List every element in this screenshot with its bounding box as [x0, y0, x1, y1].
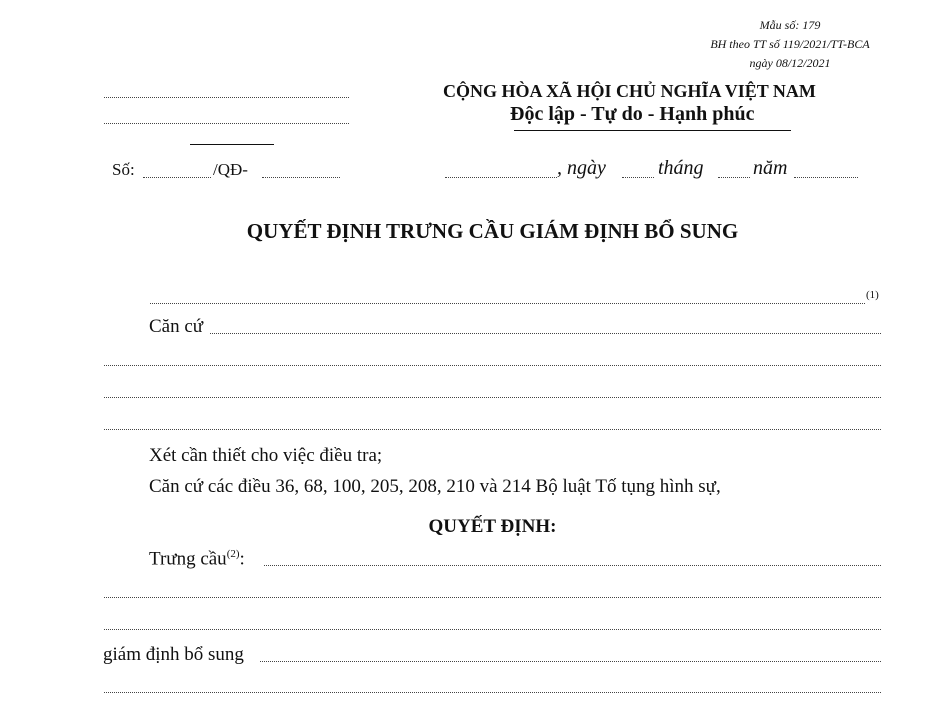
expert-field	[264, 565, 881, 566]
form-reference	[680, 16, 900, 73]
colon: :	[239, 548, 245, 570]
supplement-label: giám định bổ sung	[103, 644, 244, 665]
day-field	[622, 177, 654, 178]
agency-underline	[190, 144, 274, 145]
can-cu-line-4	[104, 429, 881, 430]
decision-heading: QUYẾT ĐỊNH:	[428, 516, 557, 537]
agency-line-2	[104, 123, 349, 124]
issuer-code-field	[262, 177, 340, 178]
can-cu-line-3	[104, 397, 881, 398]
trung-cau-text: Trưng cầu	[149, 548, 227, 570]
can-cu-line-2	[104, 365, 881, 366]
motto-underline	[514, 130, 791, 131]
date-ngay: , ngày	[557, 157, 606, 179]
supplement-line-2	[104, 692, 881, 693]
month-field	[718, 177, 750, 178]
agency-line-1	[104, 97, 349, 98]
trung-cau-label	[149, 548, 245, 570]
date-nam: năm	[753, 157, 788, 179]
year-field	[794, 177, 858, 178]
supplement-field	[260, 661, 881, 662]
date-thang: tháng	[658, 157, 704, 179]
expert-line-2	[104, 597, 881, 598]
form-date: ngày 08/12/2021	[749, 56, 831, 70]
legal-basis-text: Căn cứ các điều 36, 68, 100, 205, 208, 210 và 214 Bộ luật Tố tụng hình sự,	[149, 476, 721, 497]
place-field	[445, 177, 557, 178]
number-suffix: /QĐ-	[213, 160, 248, 179]
consideration-text: Xét cần thiết cho việc điều tra;	[149, 445, 383, 466]
can-cu-label: Căn cứ	[149, 316, 204, 337]
footnote-1: (1)	[866, 289, 879, 301]
document-title: QUYẾT ĐỊNH TRƯNG CẦU GIÁM ĐỊNH BỔ SUNG	[246, 219, 739, 243]
authority-field	[150, 303, 865, 304]
nation-title: CỘNG HÒA XÃ HỘI CHỦ NGHĨA VIỆT NAM	[443, 81, 816, 101]
can-cu-field	[210, 333, 881, 334]
footnote-2: (2)	[226, 548, 240, 560]
form-basis: BH theo TT số 119/2021/TT-BCA	[710, 37, 870, 51]
form-number: Mẫu số: 179	[759, 18, 821, 32]
motto: Độc lập - Tự do - Hạnh phúc	[510, 103, 755, 125]
number-field	[143, 177, 211, 178]
expert-line-3	[104, 629, 881, 630]
number-label: Số:	[112, 160, 135, 179]
decision-number	[112, 160, 135, 180]
